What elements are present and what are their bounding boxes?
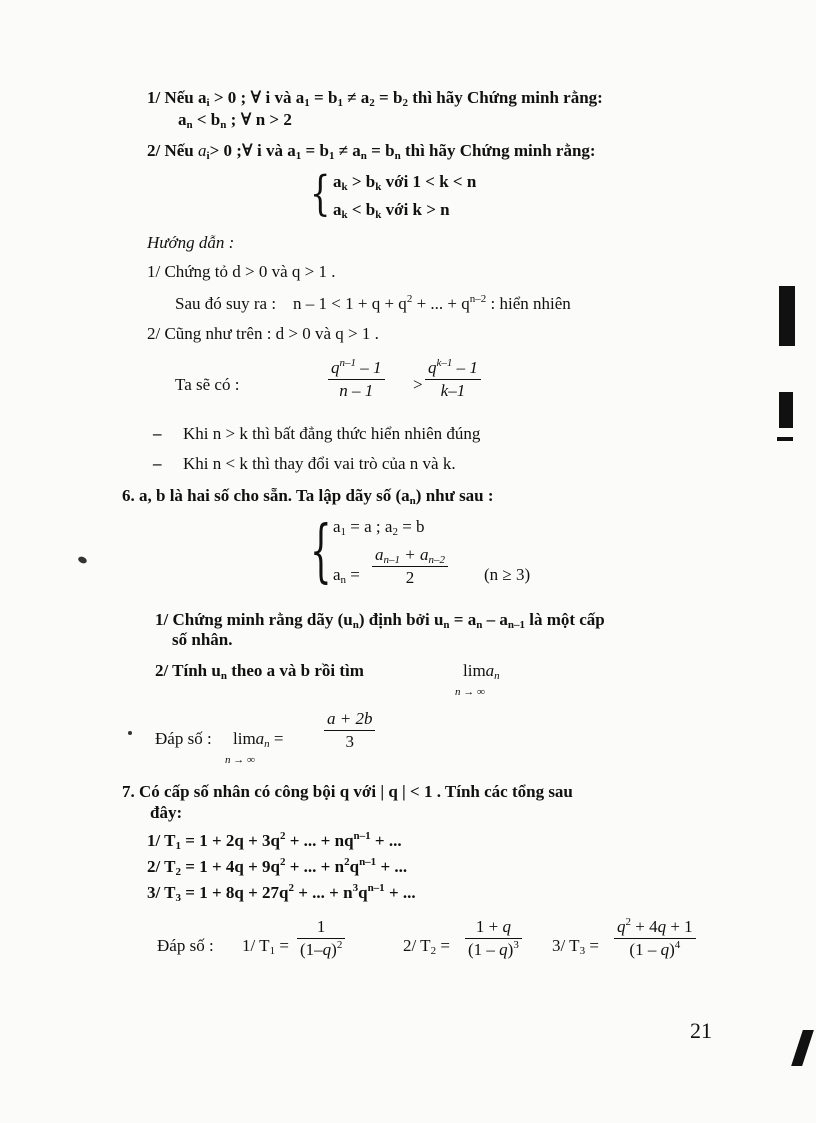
system-brace-1: { <box>310 166 331 222</box>
guide-line1: 1/ Chứng tỏ d > 0 và q > 1 . <box>147 262 336 281</box>
system1-row1: $a_k > b_k$ với 1 < k < n <box>333 172 477 193</box>
ex6-answer-lim-sub: n → ∞ <box>225 754 255 766</box>
guide-line3: 2/ Cũng như trên : d > 0 và q > 1 . <box>147 324 379 343</box>
ex6-lim: lima$_n$ <box>463 661 500 682</box>
guide-bullet1: Khi n > k thì bất đẳng thức hiển nhiên đúng <box>183 424 481 443</box>
scan-mark-corner <box>791 1030 814 1066</box>
system1-row2: $a_k < b_k$ với k > n <box>333 200 450 221</box>
part1-line1: 1/ Nếu $a_i > 0$ ; ∀ i và $a_1 = b_1 \ne a_2 = b_2$ thì hãy Chứng minh rằng: <box>147 88 603 109</box>
ex7-answer-label: Đáp số : <box>157 936 214 955</box>
ex6-q2: 2/ Tính $u_n$ theo a và b rồi tìm <box>155 661 364 682</box>
ex7-answer2-label: 2/ $T_2$ = <box>403 936 450 957</box>
scan-mark-bar <box>779 392 793 428</box>
fraction-left: $\frac{q^{n-1} - 1}{n - 1}$ <box>328 357 385 402</box>
part2-line: 2/ Nếu $a_i> 0$ ;∀ i và $a_1 = b_1 \ne a_n = b_n$ thì hãy Chứng minh rằng: <box>147 141 596 162</box>
ex6-q1-line1: 1/ Chứng minh rằng dãy $(u_n)$ định bởi $u_n = a_n - a_{n-1}$ là một cấp <box>155 610 605 631</box>
ex7-answer1-label: 1/ $T_1$ = <box>242 936 289 957</box>
page-number: 21 <box>690 1018 712 1043</box>
ex6-q1-line2: số nhân. <box>172 630 233 649</box>
guide-bullet2: Khi n < k thì thay đổi vai trò của n và k. <box>183 454 456 473</box>
ex6-title: 6. a, b là hai số cho sẵn. Ta lập dãy số $(a_n)$ như sau : <box>122 486 494 507</box>
ex7-answer3-label: 3/ $T_3$ = <box>552 936 599 957</box>
fraction-right: $\frac{q^{k-1} - 1}{k-1}$ <box>425 357 481 402</box>
guide-line2: Sau đó suy ra : $n - 1 < 1 + q + q^2$ + ... + $q^{n-2}$ : hiển nhiên <box>175 293 571 313</box>
ex6-recurrence-fraction: $\frac{a_{n-1} + a_{n-2}}{2}$ <box>372 544 448 589</box>
bullet-dash: – <box>153 424 162 443</box>
ex6-system-row2-label: $a_n$ = <box>333 565 360 586</box>
guide-line4-label: Ta sẽ có : <box>175 375 240 394</box>
ex7-answer2-fraction: $\frac{1 + q}{(1 - q)^3}$ <box>465 916 522 961</box>
ex6-condition: (n ≥ 3) <box>484 565 531 584</box>
ex7-answer1-fraction: $\frac{1}{(1-q)^2}$ <box>297 916 345 961</box>
guide-title: Hướng dẫn : <box>147 233 235 252</box>
ex6-lim-sub: n → ∞ <box>455 686 485 698</box>
scan-mark-bar <box>779 286 795 346</box>
scan-speck <box>77 555 88 564</box>
scan-speck <box>128 731 132 735</box>
system-brace-2: { <box>310 512 332 592</box>
ex7-title2: đây: <box>150 803 183 822</box>
ex7-answer3-fraction: $\frac{q^2 + 4q + 1}{(1 - q)^4}$ <box>614 916 696 961</box>
scan-mark-bar <box>777 437 793 441</box>
ex7-t1: 1/ $T_1 = 1 + 2q + 3q^2$ + ... + $nq^{n-1}$ + ... <box>147 830 402 852</box>
part1-line2: $a_n < b_n$ ; ∀ n > 2 <box>178 110 292 131</box>
ex6-answer-lim: lima$_n$ = <box>233 729 284 750</box>
ex6-answer-label: Đáp số : <box>155 729 212 748</box>
ex6-system-row1: $a_1 = a$ ; $a_2 = b$ <box>333 517 425 538</box>
ex7-title: 7. Có cấp số nhân có công bội q với | q | < 1 . Tính các tổng sau <box>122 782 573 801</box>
ex7-t3: 3/ $T_3 = 1 + 8q + 27q^2$ + ... + $n^3q^{n-1}$ + ... <box>147 882 416 904</box>
ex6-answer-fraction: $\frac{a + 2b}{3}$ <box>324 708 375 753</box>
ex7-t2: 2/ $T_2 = 1 + 4q + 9q^2$ + ... + $n^2q^{n-1}$ + ... <box>147 856 408 878</box>
bullet-dash: – <box>153 454 162 473</box>
greater-sign: > <box>413 375 423 394</box>
